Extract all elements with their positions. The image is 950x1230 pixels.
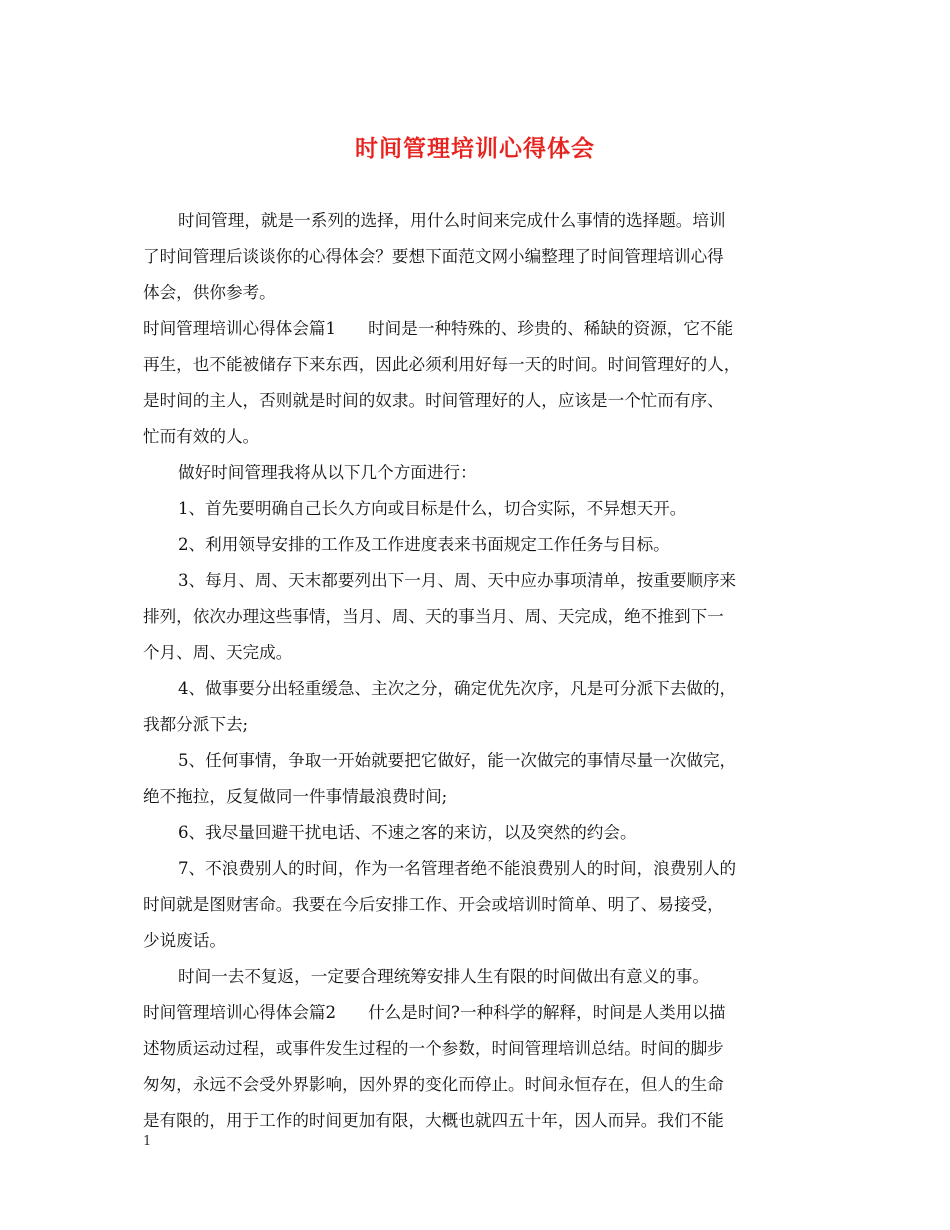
section-heading-line xyxy=(143,995,823,1031)
paragraph-line: 绝不拖拉，反复做同一件事情最浪费时间; xyxy=(143,787,448,806)
paragraph-line: 少说废话。 xyxy=(143,931,226,950)
paragraph-text: 时间是一种特殊的、珍贵的、稀缺的资源，它不能 xyxy=(368,319,734,338)
paragraph-line: 做好时间管理我将从以下几个方面进行： xyxy=(178,463,477,482)
section-heading-line xyxy=(143,311,823,347)
paragraph-line: 是有限的，用于工作的时间更加有限，大概也就四五十年，因人而异。我们不能 xyxy=(143,1111,724,1130)
paragraph-line: 时间一去不复返，一定要合理统筹安排人生有限的时间做出有意义的事。 xyxy=(178,967,709,986)
paragraph-line: 是时间的主人，否则就是时间的奴隶。时间管理好的人，应该是一个忙而有序、 xyxy=(143,391,724,410)
paragraph-line: 时间管理，就是一系列的选择，用什么时间来完成什么事情的选择题。培训 xyxy=(178,211,726,230)
list-item: 2、利用领导安排的工作及工作进度表来书面规定工作任务与目标。 xyxy=(178,535,670,554)
paragraph-line: 个月、周、天完成。 xyxy=(143,643,293,662)
paragraph-line: 我都分派下去; xyxy=(143,715,249,734)
paragraph-text: 什么是时间?一种科学的解释，时间是人类用以描 xyxy=(368,1003,726,1022)
paragraph-line: 了时间管理后谈谈你的心得体会？要想下面范文网小编整理了时间管理培训心得 xyxy=(143,247,724,266)
paragraph-line: 述物质运动过程，或事件发生过程的一个参数，时间管理培训总结。时间的脚步 xyxy=(143,1039,724,1058)
paragraph-line: 排列，依次办理这些事情，当月、周、天的事当月、周、天完成，绝不推到下一 xyxy=(143,607,724,626)
list-item: 3、每月、周、天末都要列出下一月、周、天中应办事项清单，按重要顺序来 xyxy=(178,571,737,590)
paragraph-line: 体会，供你参考。 xyxy=(143,283,276,302)
paragraph-line: 忙而有效的人。 xyxy=(143,427,260,446)
paragraph-line: 再生，也不能被储存下来东西，因此必须利用好每一天的时间。时间管理好的人， xyxy=(143,355,741,374)
list-item: 7、不浪费别人的时间，作为一名管理者绝不能浪费别人的时间，浪费别人的 xyxy=(178,859,737,878)
section-heading: 时间管理培训心得体会篇1 xyxy=(143,319,337,338)
page-number: 1 xyxy=(143,1134,152,1149)
document-title: 时间管理培训心得体会 xyxy=(355,135,595,162)
paragraph-line: 时间就是图财害命。我要在今后安排工作、开会或培训时简单、明了、易接受， xyxy=(143,895,724,914)
list-item: 5、任何事情，争取一开始就要把它做好，能一次做完的事情尽量一次做完， xyxy=(178,751,737,770)
document-body xyxy=(143,203,823,1139)
list-item: 6、我尽量回避干扰电话、不速之客的来访，以及突然的约会。 xyxy=(178,823,637,842)
section-heading: 时间管理培训心得体会篇2 xyxy=(143,1003,337,1022)
list-item: 1、首先要明确自己长久方向或目标是什么，切合实际，不异想天开。 xyxy=(178,499,687,518)
paragraph-line: 匆匆，永远不会受外界影响，因外界的变化而停止。时间永恒存在，但人的生命 xyxy=(143,1075,724,1094)
list-item: 4、做事要分出轻重缓急、主次之分，确定优先次序，凡是可分派下去做的， xyxy=(178,679,737,698)
